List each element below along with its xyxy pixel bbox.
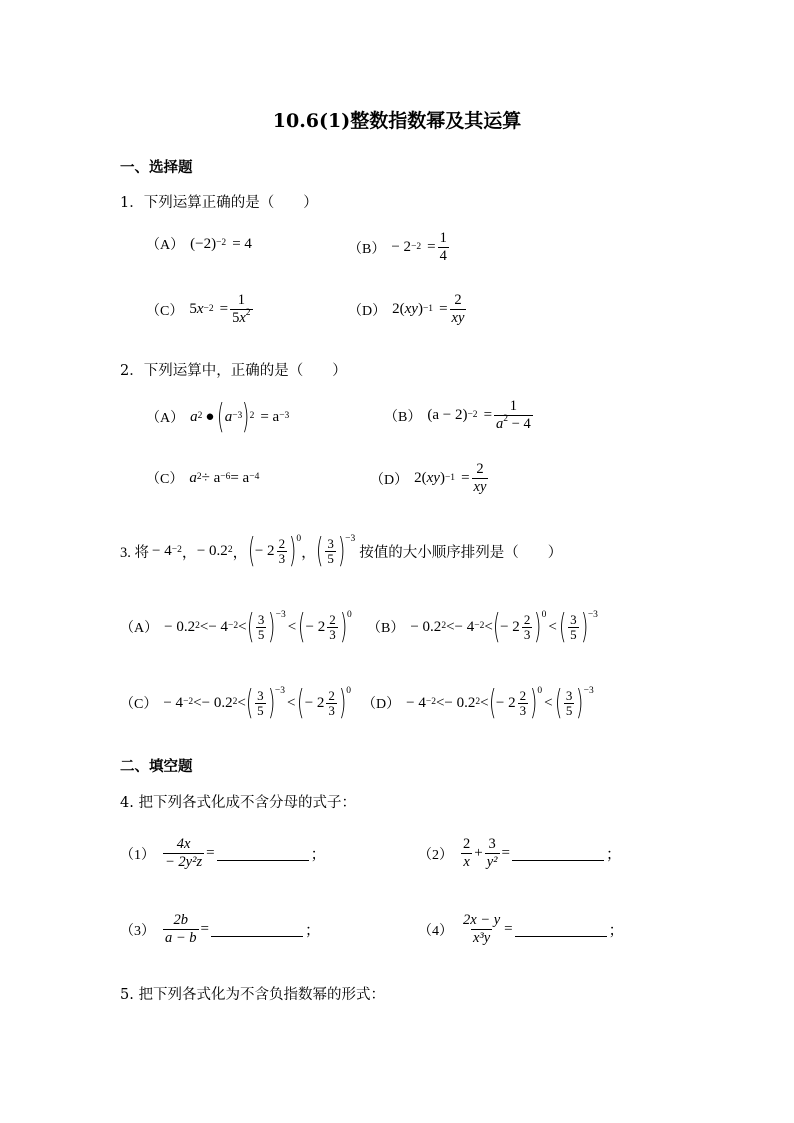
q2-option-a: （A） a $^2$ ● ( a $^{-3}$ ) $^2$ = a $^{-3}$ bbox=[146, 397, 290, 437]
question-2-stem: 2．下列运算中，正确的是（ ） bbox=[120, 363, 347, 379]
math-text: < bbox=[435, 694, 445, 711]
variable: a bbox=[496, 416, 504, 432]
paren: ) bbox=[530, 683, 538, 723]
paren: ( bbox=[245, 683, 254, 723]
paren: ( bbox=[246, 607, 254, 647]
variable: x bbox=[239, 310, 246, 326]
denominator: 3 bbox=[329, 626, 336, 642]
denominator: 5 bbox=[327, 550, 334, 566]
math-text: − 4 bbox=[152, 542, 172, 559]
math-text: = bbox=[483, 407, 493, 423]
denominator: 5 bbox=[257, 702, 264, 718]
option-label: （D） bbox=[370, 472, 409, 488]
denominator: 3 bbox=[278, 550, 286, 566]
math-text: < bbox=[484, 618, 493, 635]
math-text: ； bbox=[605, 847, 621, 863]
numerator: 3 bbox=[257, 611, 265, 627]
variable: a bbox=[224, 408, 233, 425]
math-text: − 0.2 bbox=[444, 694, 476, 711]
denominator: 4 bbox=[439, 248, 447, 264]
denominator: y² bbox=[486, 854, 498, 870]
math-text: (a − 2) bbox=[427, 407, 468, 423]
math-text: = bbox=[504, 921, 513, 937]
math-text: ( bbox=[421, 470, 427, 486]
page-title: 10.6(1)整数指数幂及其运算 bbox=[272, 110, 522, 132]
denominator: − 2y²z bbox=[165, 854, 203, 870]
q1-option-b: （B） − 2 $^{-2}$ = $\frac{1}{4}$ bbox=[348, 230, 447, 264]
numerator: 1 bbox=[237, 292, 245, 308]
option-label: （A） bbox=[120, 621, 159, 636]
stem-text: 按值的大小顺序排列是（ ） bbox=[359, 544, 563, 561]
numerator: 2 bbox=[463, 836, 471, 852]
numerator: 1 bbox=[439, 230, 447, 246]
answer-blank[interactable] bbox=[217, 846, 309, 861]
denominator bbox=[494, 415, 533, 433]
q3-option-c: （C） − 4 $^{-2}$ < − 0.2 $^2$ < ( $\frac{3}{5}$ ) $^{-3}$ < ( − 2 $\frac{2}{3}$ ) $^0$ bbox=[120, 683, 351, 723]
option-label: （C） bbox=[120, 697, 158, 712]
option-label: （A） bbox=[146, 411, 185, 426]
fraction bbox=[461, 912, 502, 947]
paren: ( bbox=[297, 683, 305, 723]
q4-item-4 bbox=[418, 912, 624, 947]
math-text: < bbox=[286, 694, 296, 711]
math-text: = bbox=[200, 921, 210, 937]
paren: ) bbox=[242, 397, 250, 437]
answer-blank[interactable] bbox=[211, 922, 303, 937]
fraction bbox=[255, 689, 266, 718]
math-text: − 2 bbox=[500, 618, 520, 635]
q4-item-2 bbox=[418, 836, 621, 871]
math-text: (−2) bbox=[190, 235, 217, 252]
numerator: 1 bbox=[509, 398, 517, 414]
item-label: （2） bbox=[418, 847, 453, 863]
q4-item-3 bbox=[120, 912, 320, 947]
option-label: （D） bbox=[362, 697, 401, 712]
math-text: 5 bbox=[232, 310, 240, 326]
math-text: ； bbox=[305, 923, 321, 939]
math-text: < bbox=[193, 694, 202, 711]
q2-option-c: （C） a $^2$ ÷ a $^{-6}$ = a $^{-4}$ bbox=[146, 469, 260, 487]
fraction bbox=[277, 537, 288, 566]
fraction bbox=[326, 689, 337, 718]
denominator: 3 bbox=[519, 702, 527, 718]
fraction bbox=[327, 613, 338, 642]
question-1-stem: 1．下列运算正确的是（ ） bbox=[120, 195, 318, 211]
fraction bbox=[522, 613, 533, 642]
item-label: （3） bbox=[120, 923, 155, 939]
numerator: 4x bbox=[176, 836, 191, 852]
option-label: （A） bbox=[146, 238, 185, 253]
math-text: < bbox=[544, 694, 553, 711]
numerator: 2 bbox=[329, 611, 336, 627]
math-text: < bbox=[237, 694, 246, 711]
math-text: 2 bbox=[392, 301, 400, 317]
fraction bbox=[438, 230, 449, 265]
math-text: < bbox=[287, 618, 297, 635]
fraction bbox=[564, 689, 575, 718]
fraction bbox=[163, 912, 199, 947]
q1-option-a: （A） (−2) $^{-2}$ = 4 bbox=[146, 235, 252, 253]
variable: x bbox=[196, 301, 204, 317]
math-text: − 2 bbox=[305, 618, 326, 635]
math-text: − 2 bbox=[254, 542, 275, 559]
denominator bbox=[450, 309, 467, 327]
math-text: = bbox=[427, 239, 436, 255]
option-label: （D） bbox=[348, 303, 387, 319]
paren: ( bbox=[558, 607, 567, 647]
fraction bbox=[163, 836, 204, 871]
option-label: （B） bbox=[348, 241, 386, 257]
fraction bbox=[568, 613, 579, 642]
numerator: 2 bbox=[328, 687, 335, 703]
math-text: ÷ a bbox=[201, 469, 221, 486]
numerator: 2 bbox=[519, 687, 527, 703]
option-label: （B） bbox=[367, 621, 405, 636]
math-text: − 4 bbox=[208, 618, 229, 635]
numerator: 2x − y bbox=[463, 912, 501, 928]
math-text: − 0.2 bbox=[410, 618, 442, 635]
paren: ( bbox=[492, 607, 501, 647]
math-text: = bbox=[206, 845, 215, 861]
variable: xy bbox=[404, 301, 418, 317]
math-text: = bbox=[439, 301, 448, 317]
option-label: （C） bbox=[146, 472, 184, 487]
q1-option-c: （C） 5 x $^{-2}$ = $\frac{1}{5x^2}$ bbox=[146, 292, 251, 326]
numerator: 3 bbox=[327, 535, 334, 551]
numerator: 2 bbox=[454, 292, 462, 308]
math-text: 5 bbox=[189, 301, 197, 317]
answer-blank[interactable] bbox=[515, 922, 607, 937]
math-text: ● bbox=[205, 408, 215, 425]
section-fill-heading: 二、填空题 bbox=[120, 758, 193, 775]
denominator: 5 bbox=[565, 702, 573, 718]
numerator: 3 bbox=[488, 836, 496, 852]
fraction bbox=[230, 292, 252, 327]
denominator: x³y bbox=[472, 930, 491, 946]
paren: ) bbox=[339, 607, 347, 647]
math-text: ， bbox=[232, 544, 248, 561]
denominator bbox=[472, 478, 489, 496]
fraction bbox=[485, 836, 500, 871]
paren: ) bbox=[337, 531, 346, 571]
fraction bbox=[256, 613, 267, 642]
math-text: = bbox=[501, 845, 510, 861]
paren: ) bbox=[338, 683, 347, 723]
q4-item-1 bbox=[120, 836, 326, 871]
math-text: + bbox=[474, 845, 483, 861]
numerator: 3 bbox=[570, 611, 577, 627]
paren: ( bbox=[316, 531, 324, 571]
math-text: = a bbox=[230, 469, 250, 486]
numerator: 3 bbox=[257, 687, 264, 703]
math-text: = 4 bbox=[232, 235, 252, 252]
exponent: 2 bbox=[245, 308, 251, 319]
paren: ) bbox=[268, 607, 276, 647]
question-3-stem: 3. 将 − 4 $^{-2}$ ， − 0.2 $^2$ ， ( − 2 $\frac{2}{3}$ ) $^0$ ， ( $\frac{3}{5}$ ) $^{-3}$ 按值的大小顺序排列是（ ） bbox=[120, 531, 563, 571]
question-4-stem: 4. 把下列各式化成不含分母的式子： bbox=[120, 795, 356, 811]
math-text: ) bbox=[439, 470, 445, 486]
fraction bbox=[450, 292, 467, 327]
math-text: − 4 bbox=[454, 618, 475, 635]
paren: ) bbox=[576, 683, 584, 723]
math-text: < bbox=[199, 618, 209, 635]
question-5-stem: 5. 把下列各式化为不含负指数幂的形式： bbox=[120, 987, 385, 1003]
numerator: 2 bbox=[523, 611, 531, 627]
paren: ) bbox=[289, 531, 297, 571]
fraction bbox=[518, 689, 529, 718]
paren: ) bbox=[534, 607, 542, 647]
math-text: − 0.2 bbox=[196, 542, 228, 559]
numerator: 2b bbox=[173, 912, 189, 928]
math-text: = bbox=[219, 301, 229, 317]
option-label: （C） bbox=[146, 303, 184, 319]
paren: ) bbox=[267, 683, 275, 723]
fraction bbox=[325, 537, 336, 566]
numerator: 2 bbox=[476, 461, 484, 477]
paren: ( bbox=[554, 683, 562, 723]
math-text: − 2 bbox=[304, 694, 325, 711]
variable: a bbox=[190, 408, 198, 425]
variable: xy bbox=[426, 470, 440, 486]
fraction bbox=[461, 836, 472, 871]
math-text: ( bbox=[399, 301, 405, 317]
denominator bbox=[230, 309, 252, 327]
exponent: 2 bbox=[503, 414, 509, 425]
q2-option-b: （B） (a − 2) $^{-2}$ = $\frac{1}{a^2 - 4}$ bbox=[384, 398, 531, 432]
paren: ( bbox=[247, 531, 255, 571]
fraction bbox=[494, 398, 533, 433]
math-text: ； bbox=[310, 847, 326, 863]
math-text: ； bbox=[608, 923, 624, 939]
math-text: < bbox=[548, 618, 557, 635]
math-text: = bbox=[461, 470, 470, 486]
denominator: 3 bbox=[328, 702, 335, 718]
math-text: < bbox=[480, 694, 489, 711]
denominator: x bbox=[463, 854, 470, 870]
variable: xy bbox=[451, 310, 465, 326]
math-text: = a bbox=[260, 408, 280, 425]
math-text: − 0.2 bbox=[201, 694, 233, 711]
paren: ( bbox=[217, 397, 225, 437]
q3-option-b: （B） − 0.2 $^2$ < − 4 $^{-2}$ < ( − 2 $\frac{2}{3}$ ) $^0$ < ( $\frac{3}{5}$ ) $^{-3}$ bbox=[367, 607, 598, 647]
math-text: < bbox=[446, 618, 455, 635]
math-text: < bbox=[238, 618, 247, 635]
numerator: 3 bbox=[565, 687, 573, 703]
math-text: 2 bbox=[414, 470, 422, 486]
item-label: （4） bbox=[418, 923, 453, 939]
answer-blank[interactable] bbox=[512, 846, 604, 861]
denominator: 3 bbox=[523, 626, 531, 642]
item-label: （1） bbox=[120, 847, 155, 863]
variable: xy bbox=[473, 479, 487, 495]
denominator: 5 bbox=[570, 626, 577, 642]
math-text: ， bbox=[181, 544, 197, 561]
paren: ( bbox=[488, 683, 496, 723]
math-text: − 2 bbox=[495, 694, 516, 711]
variable: a bbox=[189, 469, 197, 486]
option-label: （B） bbox=[384, 409, 422, 425]
section-choice-heading: 一、选择题 bbox=[120, 159, 193, 176]
paren: ) bbox=[580, 607, 588, 647]
math-text: ) bbox=[417, 301, 423, 317]
math-text: − 4 bbox=[163, 694, 184, 711]
denominator: a − b bbox=[165, 930, 197, 946]
math-text: ， bbox=[301, 544, 317, 561]
math-text: − 4 bbox=[406, 694, 426, 711]
math-text: − 0.2 bbox=[164, 618, 196, 635]
fraction bbox=[472, 461, 489, 496]
q3-option-d: （D） − 4 $^{-2}$ < − 0.2 $^2$ < ( − 2 $\frac{2}{3}$ ) $^0$ < ( $\frac{3}{5}$ ) $^{-3}$ bbox=[362, 683, 594, 723]
stem-text: 3. 将 bbox=[120, 544, 149, 561]
q1-option-d: （D） 2 ( xy ) $^{-1}$ = $\frac{2}{xy}$ bbox=[348, 292, 465, 326]
paren: ( bbox=[298, 607, 306, 647]
q3-option-a: （A） − 0.2 $^2$ < − 4 $^{-2}$ < ( $\frac{3}{5}$ ) $^{-3}$ < ( − 2 $\frac{2}{3}$ ) $^0$ bbox=[120, 607, 352, 647]
q2-option-d: （D） 2 ( xy ) $^{-1}$ = $\frac{2}{xy}$ bbox=[370, 461, 487, 495]
math-text: − 4 bbox=[508, 416, 531, 432]
denominator: 5 bbox=[257, 626, 265, 642]
math-text: − 2 bbox=[391, 239, 412, 255]
numerator: 2 bbox=[278, 535, 286, 551]
